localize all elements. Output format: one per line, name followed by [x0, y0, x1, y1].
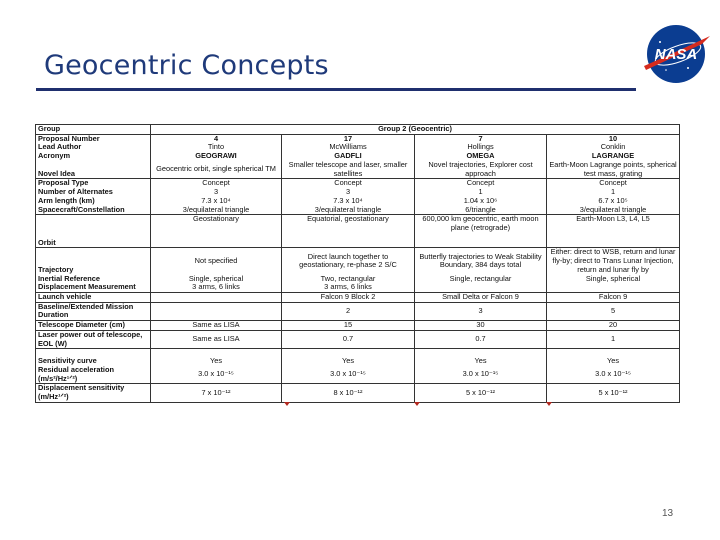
- table-cell: Concept: [415, 179, 547, 188]
- table-cell: Single, spherical: [151, 275, 282, 284]
- table-cell: Single, rectangular: [415, 275, 547, 284]
- table-row-displacement-measurement: [36, 283, 680, 292]
- row-label: [36, 366, 151, 384]
- table-cell: 20: [547, 321, 680, 331]
- table-cell: 10: [547, 134, 680, 143]
- table-cell: [415, 283, 547, 292]
- table-row-inertial-reference: [36, 275, 680, 284]
- table-cell: 3.0 x 10⁻¹⁵: [282, 366, 415, 384]
- table-cell: 30: [415, 321, 547, 331]
- table-cell: Geostationary: [151, 215, 282, 248]
- row-label: Proposal Type: [36, 179, 151, 188]
- table-cell: 5: [547, 302, 680, 320]
- table-cell: [151, 302, 282, 320]
- table-cell: Tinto: [151, 143, 282, 152]
- row-label: Number of Alternates: [36, 188, 151, 197]
- table-cell: Earth-Moon L3, L4, L5: [547, 215, 680, 248]
- table-cell: Yes: [415, 349, 547, 366]
- row-label-line: Displacement sensitivity: [38, 383, 125, 393]
- table-cell: Not specified: [151, 248, 282, 275]
- table-cell: 7.3 x 10⁴: [151, 197, 282, 206]
- table-row-trajectory: [36, 248, 680, 275]
- table-cell: 3/equilateral triangle: [547, 206, 680, 215]
- annotation-mark: [414, 402, 420, 406]
- row-label: Spacecraft/Constellation: [36, 206, 151, 215]
- table-cell: Either: direct to WSB, return and lunar fly-by; direct to Trans Lunar Injection, return and lunar fly by: [547, 248, 680, 275]
- row-label: Duration: [36, 311, 151, 320]
- row-label: Group: [36, 125, 151, 135]
- table-cell: 600,000 km geocentric, earth moon plane (retrograde): [415, 215, 547, 248]
- table-cell: Conklin: [547, 143, 680, 152]
- table-cell: Earth-Moon Lagrange points, spherical test mass, grating: [547, 161, 680, 179]
- group-header: Group 2 (Geocentric): [151, 125, 680, 135]
- table-row-laser-power: [36, 330, 680, 348]
- table-cell: Hollings: [415, 143, 547, 152]
- table-cell: 8 x 10⁻¹²: [282, 384, 415, 402]
- table-cell: [547, 283, 680, 292]
- table-row-lead-author: [36, 143, 680, 152]
- table-cell: Direct launch together to geostationary, re-phase 2 S/C: [282, 248, 415, 275]
- table-cell: Yes: [151, 349, 282, 366]
- table-cell: 3 arms, 6 links: [282, 283, 415, 292]
- nasa-logo-star: [665, 69, 667, 71]
- table-row-proposal-type: [36, 179, 680, 188]
- table-cell: Smaller telescope and laser, smaller satellites: [282, 161, 415, 179]
- title-divider: [36, 88, 636, 91]
- table-cell: 6.7 x 10⁵: [547, 197, 680, 206]
- table-cell: Same as LISA: [151, 321, 282, 331]
- table-cell: 1: [547, 188, 680, 197]
- table-cell: McWilliams: [282, 143, 415, 152]
- table-cell: 5 x 10⁻¹²: [415, 384, 547, 402]
- table-cell: 4: [151, 134, 282, 143]
- table-cell: Concept: [282, 179, 415, 188]
- table-cell: LAGRANGE: [547, 152, 680, 161]
- table-row-displacement-sensitivity: [36, 384, 680, 402]
- table-cell: Falcon 9: [547, 293, 680, 303]
- table-cell: 7: [415, 134, 547, 143]
- table-cell: 7 x 10⁻¹²: [151, 384, 282, 402]
- table-cell: Yes: [282, 349, 415, 366]
- table-row-orbit: [36, 215, 680, 248]
- table-cell: Same as LISA: [151, 330, 282, 348]
- table-cell: 17: [282, 134, 415, 143]
- row-label: Lead Author: [36, 143, 151, 152]
- row-label: Novel Idea: [36, 161, 151, 179]
- table-row-launch-vehicle: [36, 293, 680, 303]
- table-cell: Yes: [547, 349, 680, 366]
- table-cell: 3.0 x 10⁻¹⁵: [151, 366, 282, 384]
- table-cell: 7.3 x 10⁴: [282, 197, 415, 206]
- table-cell: 0.7: [282, 330, 415, 348]
- table-row-alternates: [36, 188, 680, 197]
- table-row-sensitivity-curve: [36, 349, 680, 366]
- table-cell: Novel trajectories, Explorer cost approach: [415, 161, 547, 179]
- table-cell: Falcon 9 Block 2: [282, 293, 415, 303]
- nasa-logo-star: [687, 67, 689, 69]
- table-cell: 5 x 10⁻¹²: [547, 384, 680, 402]
- table-cell: 3: [151, 188, 282, 197]
- page-number: 13: [662, 508, 674, 519]
- table-cell: 3/equilateral triangle: [151, 206, 282, 215]
- table-cell: Geocentric orbit, single spherical TM: [151, 161, 282, 179]
- row-label: Arm length (km): [36, 197, 151, 206]
- table-cell: Concept: [547, 179, 680, 188]
- table-cell: Butterfly trajectories to Weak Stability Boundary, 384 days total: [415, 248, 547, 275]
- row-label-line: Residual acceleration: [38, 365, 114, 374]
- table-row-novel-idea: [36, 161, 680, 179]
- annotation-mark: [284, 402, 290, 406]
- table-cell: OMEGA: [415, 152, 547, 161]
- table-cell: 3: [415, 302, 547, 320]
- row-label: Trajectory: [36, 248, 151, 275]
- table-cell: 3.0 x 10⁻¹⁵: [415, 366, 547, 384]
- row-label: [36, 330, 151, 348]
- table-cell: GEOGRAWI: [151, 152, 282, 161]
- table-row-arm-length: [36, 197, 680, 206]
- table-row-residual-acceleration: [36, 366, 680, 384]
- table-cell: 1: [415, 188, 547, 197]
- table-cell: 1.04 x 10⁶: [415, 197, 547, 206]
- nasa-logo-star: [659, 41, 661, 43]
- table-cell: 3/equilateral triangle: [282, 206, 415, 215]
- row-label-line: EOL (W): [38, 338, 68, 348]
- table-cell: Two, rectangular: [282, 275, 415, 284]
- row-label: Launch vehicle: [36, 293, 151, 303]
- row-label: [36, 384, 151, 402]
- table-cell: Concept: [151, 179, 282, 188]
- table-cell: 0.7: [415, 330, 547, 348]
- row-label-line: Laser power out of telescope,: [38, 330, 143, 339]
- table-row-proposal-number: [36, 134, 680, 143]
- row-label-unit: (m/Hz¹ᐟ²): [38, 392, 69, 402]
- row-label: Acronym: [36, 152, 151, 161]
- table-cell: 3 arms, 6 links: [151, 283, 282, 292]
- concepts-table: [35, 124, 680, 403]
- table-cell: [151, 293, 282, 303]
- row-label-unit: (m/s²/Hz¹ᐟ²): [38, 373, 78, 383]
- page-title: Geocentric Concepts: [44, 50, 329, 81]
- table-cell: Single, spherical: [547, 275, 680, 284]
- table-cell: 15: [282, 321, 415, 331]
- row-label: Orbit: [36, 215, 151, 248]
- table-cell: 2: [282, 302, 415, 320]
- row-label: Telescope Diameter (cm): [36, 321, 151, 331]
- table-cell: Small Delta or Falcon 9: [415, 293, 547, 303]
- table-cell: 3.0 x 10⁻¹⁵: [547, 366, 680, 384]
- row-label: Inertial Reference: [36, 275, 151, 284]
- table-cell: 3: [282, 188, 415, 197]
- table-row-telescope-diameter: [36, 321, 680, 331]
- nasa-logo: [636, 22, 716, 86]
- table-cell: Equatorial, geostationary: [282, 215, 415, 248]
- nasa-logo-text: NASA: [654, 46, 698, 63]
- table-row-baseline-mission: [36, 302, 680, 311]
- table-row-group: [36, 125, 680, 135]
- row-label: Proposal Number: [36, 134, 151, 143]
- row-label: Baseline/Extended Mission: [36, 302, 151, 311]
- row-label: Displacement Measurement: [36, 283, 151, 292]
- table-cell: GADFLI: [282, 152, 415, 161]
- table-cell: 6/triangle: [415, 206, 547, 215]
- table-row-acronym: [36, 152, 680, 161]
- table-row-spacecraft: [36, 206, 680, 215]
- annotation-mark: [546, 402, 552, 406]
- table-cell: 1: [547, 330, 680, 348]
- row-label: Sensitivity curve: [36, 349, 151, 366]
